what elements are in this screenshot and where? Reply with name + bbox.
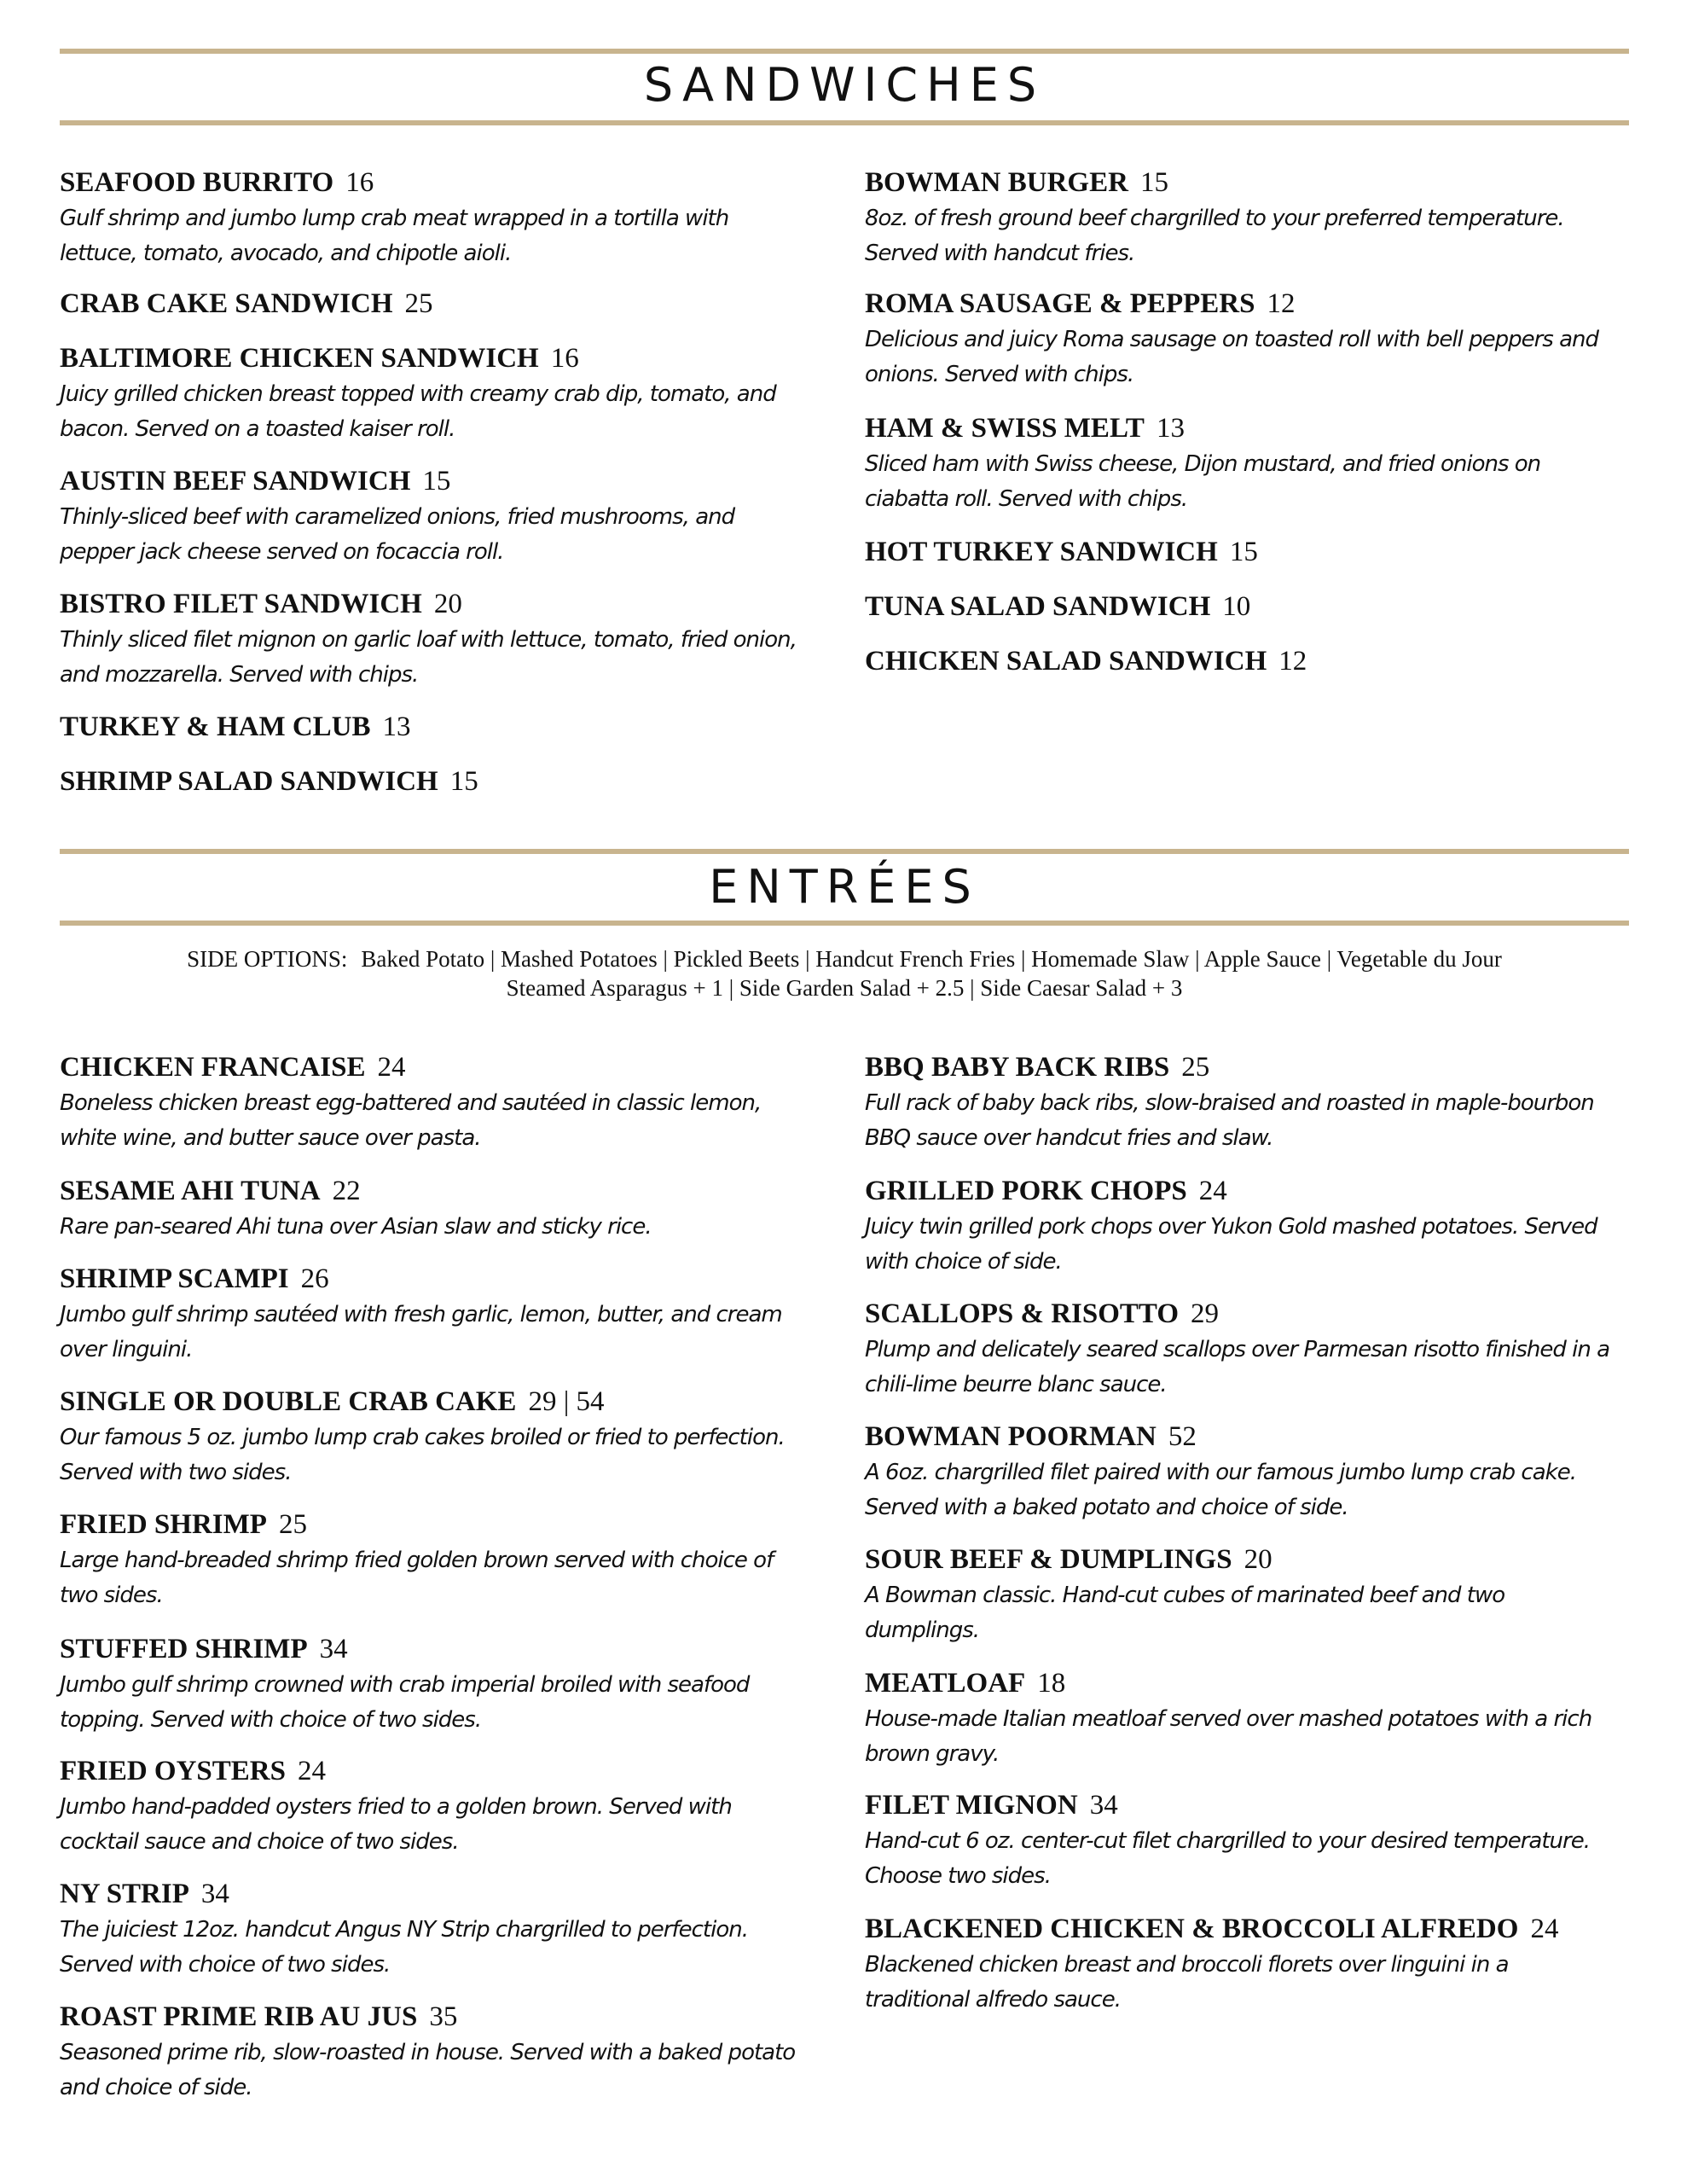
menu-item-price: 26 (300, 1263, 329, 1294)
menu-item-price: 15 (449, 766, 478, 797)
menu-item (60, 764, 810, 799)
menu-item-title (865, 1788, 1615, 1822)
menu-item-title (60, 1050, 810, 1084)
menu-item (60, 464, 810, 570)
menu-item-price: 52 (1168, 1421, 1197, 1452)
menu-item (60, 1754, 810, 1860)
menu-item-description: Jumbo gulf shrimp crowned with crab imperial broiled with seafood topping. Served with choice of two sides. (60, 1672, 750, 1733)
menu-item (60, 587, 810, 693)
menu-item-price: 24 (297, 1756, 326, 1786)
menu-item (60, 1632, 810, 1738)
menu-item-price: 13 (382, 712, 411, 742)
menu-item-name: BOWMAN POORMAN (865, 1421, 1157, 1452)
menu-item-price: 25 (278, 1509, 307, 1540)
menu-item-price: 29 (1191, 1298, 1219, 1329)
menu-item-price: 16 (550, 343, 579, 374)
menu-item-description: Sliced ham with Swiss cheese, Dijon mustard, and fried onions on ciabatta roll. Served with chips. (865, 451, 1541, 512)
menu-item-title (60, 1262, 810, 1296)
menu-item-name: BBQ BABY BACK RIBS (865, 1052, 1170, 1083)
menu-item-name: FRIED SHRIMP (60, 1509, 267, 1540)
menu-item-price: 15 (422, 466, 451, 497)
menu-item (60, 1507, 810, 1613)
menu-item-description: Rare pan-seared Ahi tuna over Asian slaw and sticky rice. (60, 1214, 652, 1240)
menu-item-title (865, 535, 1615, 569)
menu-item-price: 24 (1530, 1914, 1559, 1944)
menu-item-name: BISTRO FILET SANDWICH (60, 589, 422, 619)
menu-item-price: 34 (200, 1879, 229, 1909)
menu-item-title (865, 1912, 1615, 1946)
menu-item-description: The juiciest 12oz. handcut Angus NY Strip chargrilled to perfection. Served with choice of two sides. (60, 1917, 748, 1978)
menu-item-description: Jumbo hand-padded oysters fried to a golden brown. Served with cocktail sauce and choice of two sides. (60, 1794, 732, 1855)
menu-item-price: 34 (1089, 1790, 1118, 1821)
menu-item-price: 35 (429, 2001, 458, 2032)
menu-item-description: Blackened chicken breast and broccoli florets over linguini in a traditional alfredo sauce. (865, 1952, 1509, 2013)
menu-item (865, 287, 1615, 392)
menu-item-price: 16 (345, 167, 374, 198)
menu-item-price: 15 (1229, 537, 1258, 567)
menu-item-description: Juicy grilled chicken breast topped with creamy crab dip, tomato, and bacon. Served on a toasted kaiser roll. (60, 381, 776, 442)
menu-item-description: A 6oz. chargrilled filet paired with our famous jumbo lump crab cake. Served with a baked potato and choice of side. (865, 1460, 1576, 1520)
menu-item (865, 1050, 1615, 1156)
menu-item-title (865, 411, 1615, 445)
menu-item-description: Plump and delicately seared scallops over Parmesan risotto finished in a chili-lime beurre blanc sauce. (865, 1337, 1610, 1397)
menu-item-name: FRIED OYSTERS (60, 1756, 286, 1786)
menu-item-description: Jumbo gulf shrimp sautéed with fresh garlic, lemon, butter, and cream over linguini. (60, 1302, 782, 1362)
menu-item-description: A Bowman classic. Hand-cut cubes of marinated beef and two dumplings. (865, 1583, 1505, 1643)
menu-item-name: SHRIMP SALAD SANDWICH (60, 766, 438, 797)
menu-item (865, 1912, 1615, 2018)
menu-item-price: 18 (1037, 1668, 1066, 1699)
menu-item-description: Gulf shrimp and jumbo lump crab meat wrapped in a tortilla with lettuce, tomato, avocado, and chipotle aioli. (60, 206, 729, 266)
entrees-top-rule (60, 849, 1629, 854)
menu-item (60, 710, 810, 744)
sandwiches-heading: SANDWICHES (643, 58, 1046, 112)
side-options-list: Baked Potato | Mashed Potatoes | Pickled Beets | Handcut French Fries | Homemade Slaw | Apple Sauce | Vegetable du Jour (361, 946, 1502, 972)
menu-item-title (865, 1666, 1615, 1700)
menu-item (865, 644, 1615, 678)
menu-item (865, 1174, 1615, 1280)
menu-item-name: HAM & SWISS MELT (865, 413, 1145, 444)
menu-item (865, 1420, 1615, 1525)
menu-item-title (60, 1754, 810, 1788)
menu-item-name: SCALLOPS & RISOTTO (865, 1298, 1179, 1329)
menu-item-description: House-made Italian meatloaf served over mashed potatoes with a rich brown gravy. (865, 1706, 1592, 1767)
menu-item (865, 590, 1615, 624)
menu-item (60, 1877, 810, 1983)
menu-item-title (60, 1632, 810, 1666)
menu-item-name: NY STRIP (60, 1879, 189, 1909)
menu-item-name: CRAB CAKE SANDWICH (60, 288, 393, 319)
menu-item-description: Boneless chicken breast egg-battered and sautéed in classic lemon, white wine, and butter sauce over pasta. (60, 1090, 762, 1151)
menu-item-name: CHICKEN SALAD SANDWICH (865, 646, 1267, 677)
menu-item (60, 1385, 810, 1490)
menu-item-title (60, 341, 810, 375)
menu-item-name: CHICKEN FRANCAISE (60, 1052, 366, 1083)
menu-item-title (865, 1050, 1615, 1084)
menu-item-title (865, 644, 1615, 678)
menu-item-description: Delicious and juicy Roma sausage on toasted roll with bell peppers and onions. Served with chips. (865, 327, 1598, 387)
sandwiches-bottom-rule (60, 120, 1629, 125)
sandwiches-top-rule (60, 49, 1629, 54)
menu-item-description: Juicy twin grilled pork chops over Yukon Gold mashed potatoes. Served with choice of side. (865, 1214, 1597, 1275)
menu-item-title (865, 590, 1615, 624)
menu-item-name: ROMA SAUSAGE & PEPPERS (865, 288, 1255, 319)
menu-item-price: 10 (1222, 591, 1251, 622)
menu-item-name: SEAFOOD BURRITO (60, 167, 334, 198)
menu-item (60, 1174, 810, 1245)
menu-item-description: Thinly sliced filet mignon on garlic loaf with lettuce, tomato, fried onion, and mozzarella. Served with chips. (60, 627, 797, 688)
menu-item-description: 8oz. of fresh ground beef chargrilled to your preferred temperature. Served with handcut fries. (865, 206, 1564, 266)
menu-item-description: Large hand-breaded shrimp fried golden brown served with choice of two sides. (60, 1548, 774, 1608)
menu-item-name: GRILLED PORK CHOPS (865, 1176, 1187, 1206)
menu-item-name: FILET MIGNON (865, 1790, 1078, 1821)
menu-item-name: SOUR BEEF & DUMPLINGS (865, 1544, 1232, 1575)
menu-item-title (60, 2000, 810, 2034)
menu-item-name: SINGLE OR DOUBLE CRAB CAKE (60, 1386, 517, 1417)
side-options-line-1 (60, 944, 1629, 973)
menu-item-title (865, 287, 1615, 321)
menu-item (60, 2000, 810, 2106)
menu-item (865, 535, 1615, 569)
menu-item-description: Thinly-sliced beef with caramelized onions, fried mushrooms, and pepper jack cheese served on focaccia roll. (60, 504, 735, 565)
menu-item-price: 13 (1156, 413, 1185, 444)
menu-item-name: ROAST PRIME RIB AU JUS (60, 2001, 418, 2032)
menu-item-name: MEATLOAF (865, 1668, 1026, 1699)
entrees-bottom-rule (60, 921, 1629, 926)
menu-item-name: STUFFED SHRIMP (60, 1634, 308, 1664)
menu-item-name: BOWMAN BURGER (865, 167, 1128, 198)
menu-item-price: 22 (332, 1176, 361, 1206)
side-options-line-2: Steamed Asparagus + 1 | Side Garden Salad + 2.5 | Side Caesar Salad + 3 (506, 975, 1183, 1001)
menu-item-price: 24 (377, 1052, 406, 1083)
menu-item (60, 341, 810, 447)
menu-item-price: 29 | 54 (528, 1386, 605, 1417)
menu-item-title (60, 1507, 810, 1542)
menu-item-title (60, 287, 810, 321)
menu-item-name: SHRIMP SCAMPI (60, 1263, 289, 1294)
menu-item-price: 15 (1139, 167, 1168, 198)
menu-item-title (60, 464, 810, 498)
menu-item-description: Our famous 5 oz. jumbo lump crab cakes broiled or fried to perfection. Served with two sides. (60, 1425, 785, 1485)
menu-item-name: TUNA SALAD SANDWICH (865, 591, 1211, 622)
menu-item-title (60, 710, 810, 744)
menu-item-price: 20 (433, 589, 462, 619)
menu-item-name: TURKEY & HAM CLUB (60, 712, 371, 742)
menu-item-title (60, 166, 810, 200)
menu-item-price: 25 (404, 288, 433, 319)
menu-item-price: 25 (1181, 1052, 1210, 1083)
menu-item (60, 1262, 810, 1368)
menu-item-description: Seasoned prime rib, slow-roasted in house. Served with a baked potato and choice of side. (60, 2040, 796, 2100)
menu-item-price: 34 (319, 1634, 348, 1664)
side-options-label: SIDE OPTIONS: (187, 946, 348, 972)
menu-item (60, 1050, 810, 1156)
menu-item-title (865, 1542, 1615, 1577)
menu-item-name: BLACKENED CHICKEN & BROCCOLI ALFREDO (865, 1914, 1519, 1944)
menu-item-name: HOT TURKEY SANDWICH (865, 537, 1218, 567)
menu-item-title (865, 1174, 1615, 1208)
menu-item-title (60, 1385, 810, 1419)
menu-item-title (60, 1877, 810, 1911)
menu-item-price: 20 (1244, 1544, 1272, 1575)
menu-item (865, 1297, 1615, 1403)
menu-item-name: AUSTIN BEEF SANDWICH (60, 466, 411, 497)
menu-item (865, 1666, 1615, 1772)
menu-item (865, 411, 1615, 517)
menu-item-price: 12 (1278, 646, 1307, 677)
menu-item-name: BALTIMORE CHICKEN SANDWICH (60, 343, 539, 374)
menu-item-title (60, 587, 810, 621)
menu-item-title (865, 166, 1615, 200)
menu-item (60, 166, 810, 271)
menu-item-description: Hand-cut 6 oz. center-cut filet chargrilled to your desired temperature. Choose two sides. (865, 1828, 1590, 1889)
menu-item-name: SESAME AHI TUNA (60, 1176, 321, 1206)
menu-item-title (60, 764, 810, 799)
menu-item-price: 24 (1198, 1176, 1227, 1206)
menu-item-title (865, 1297, 1615, 1331)
menu-item-title (60, 1174, 810, 1208)
entrees-heading: ENTRÉES (709, 860, 980, 914)
menu-item-price: 12 (1267, 288, 1296, 319)
menu-item-description: Full rack of baby back ribs, slow-braised and roasted in maple-bourbon BBQ sauce over handcut fries and slaw. (865, 1090, 1594, 1151)
side-options (60, 944, 1629, 1002)
menu-item (60, 287, 810, 321)
menu-item (865, 1788, 1615, 1894)
menu-item (865, 1542, 1615, 1648)
menu-item-title (865, 1420, 1615, 1454)
menu-item (865, 166, 1615, 271)
